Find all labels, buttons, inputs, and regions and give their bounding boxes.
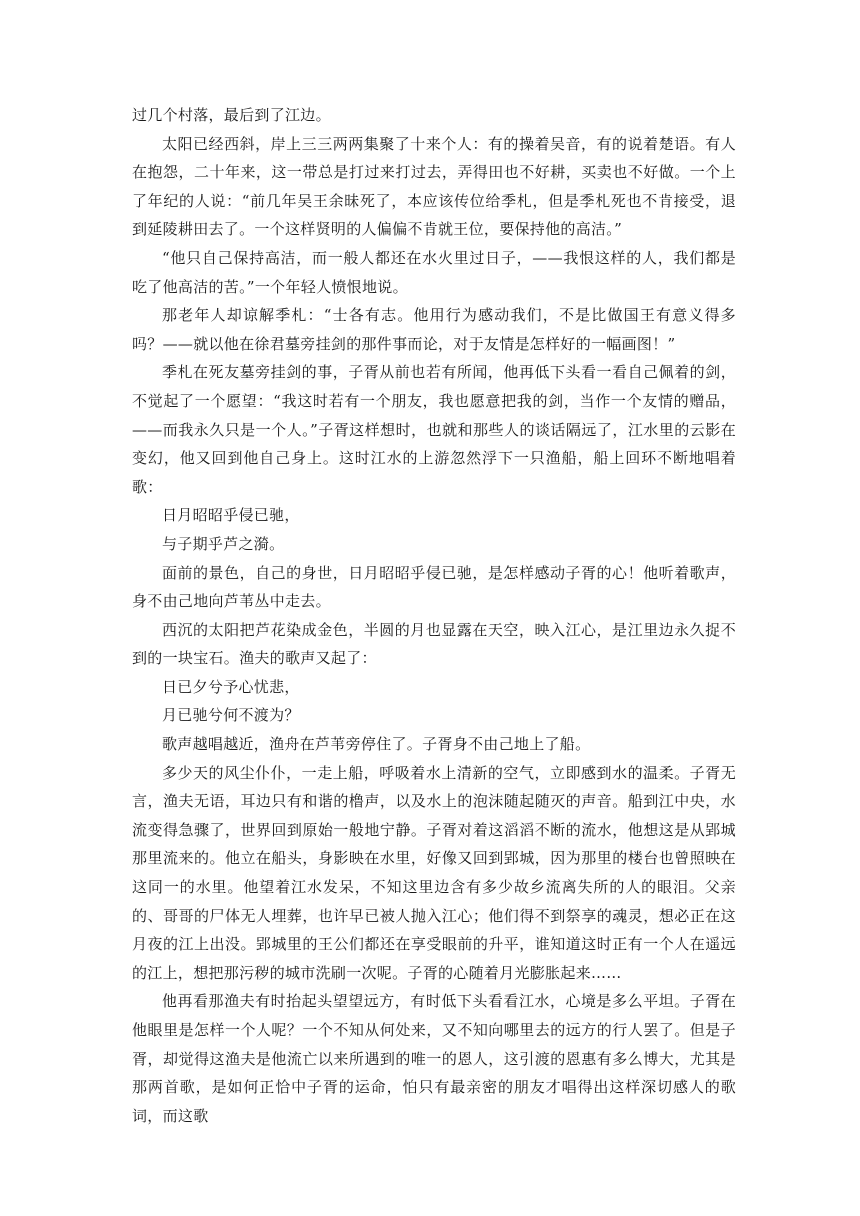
paragraph: 他再看那渔夫有时抬起头望望远方，有时低下头看看江水，心境是多么平坦。子胥在他眼里是怎样一个人呢？一个不知从何处来，又不知向哪里去的远方的行人罢了。但是子胥，却觉得这渔夫是他流亡以来所遇到的唯一的恩人，这引渡的恩惠有多么博大，尤其是那两首歌，是如何正恰中子胥的运命，怕只有最亲密的朋友才唱得出这样深切感人的歌词，而这歌	[132, 992, 736, 1125]
song-line: 日已夕兮予心忧悲，	[162, 677, 300, 696]
song-line: 日月昭昭乎侵已驰，	[162, 506, 300, 525]
paragraph: 面前的景色，自己的身世，日月昭昭乎侵已驰，是怎样感动子胥的心！他听着歌声，身不由己地向芦苇丛中走去。	[132, 563, 736, 611]
paragraph: “他只自己保持高洁，而一般人都还在水火里过日子，——我恨这样的人，我们都是吃了他高洁的苦。”一个年轻人愤恨地说。	[132, 248, 736, 296]
paragraph: 季札在死友墓旁挂剑的事，子胥从前也若有所闻，他再低下头看一看自己佩着的剑，不觉起了一个愿望：“我这时若有一个朋友，我也愿意把我的剑，当作一个友情的赠品，——而我永久只是一个人。”子胥这样想时，也就和那些人的谈话隔远了，江水里的云影在变幻，他又回到他自己身上。这时江水的上游忽然浮下一只渔船，船上回环不断地唱着歌：	[132, 363, 736, 496]
paragraph: 西沉的太阳把芦花染成金色，半圆的月也显露在天空，映入江心，是江里边永久捉不到的一块宝石。渔夫的歌声又起了：	[132, 620, 736, 668]
song-line: 与子期乎芦之漪。	[162, 534, 285, 553]
paragraph: 太阳已经西斜，岸上三三两两集聚了十来个人：有的操着吴音，有的说着楚语。有人在抱怨，二十年来，这一带总是打过来打过去，弄得田也不好耕，买卖也不好做。一个上了年纪的人说：“前几年吴王余昧死了，本应该传位给季札，但是季札死也不肯接受，退到延陵耕田去了。一个这样贤明的人偏偏不肯就王位，要保持他的高洁。”	[132, 134, 736, 239]
paragraph: 歌声越唱越近，渔舟在芦苇旁停住了。子胥身不由己地上了船。	[162, 735, 591, 754]
paragraph: 多少天的风尘仆仆，一走上船，呼吸着水上清新的空气，立即感到水的温柔。子胥无言，渔夫无语，耳边只有和谐的橹声，以及水上的泡沫随起随灭的声音。船到江中央，水流变得急骤了，世界回到原始一般地宁静。子胥对着这滔滔不断的流水，他想这是从郢城那里流来的。他立在船头，身影映在水里，好像又回到郢城，因为那里的楼台也曾照映在这同一的水里。他望着江水发呆，不知这里边含有多少故乡流离失所的人的眼泪。父亲的、哥哥的尸体无人埋葬，也许早已被人抛入江心；他们得不到祭享的魂灵，想必正在这月夜的江上出没。郢城里的王公们都还在享受眼前的升平，谁知道这时正有一个人在遥远的江上，想把那污秽的城市洗刷一次呢。子胥的心随着月光膨胀起来……	[132, 763, 736, 982]
song-line: 月已驰兮何不渡为？	[162, 706, 300, 725]
article-body	[132, 101, 736, 1130]
paragraph: 过几个村落，最后到了江边。	[132, 106, 331, 124]
paragraph: 那老年人却谅解季札：“士各有志。他用行为感动我们，不是比做国王有意义得多吗？——就以他在徐君墓旁挂剑的那件事而论，对于友情是怎样好的一幅画图！”	[132, 306, 736, 353]
